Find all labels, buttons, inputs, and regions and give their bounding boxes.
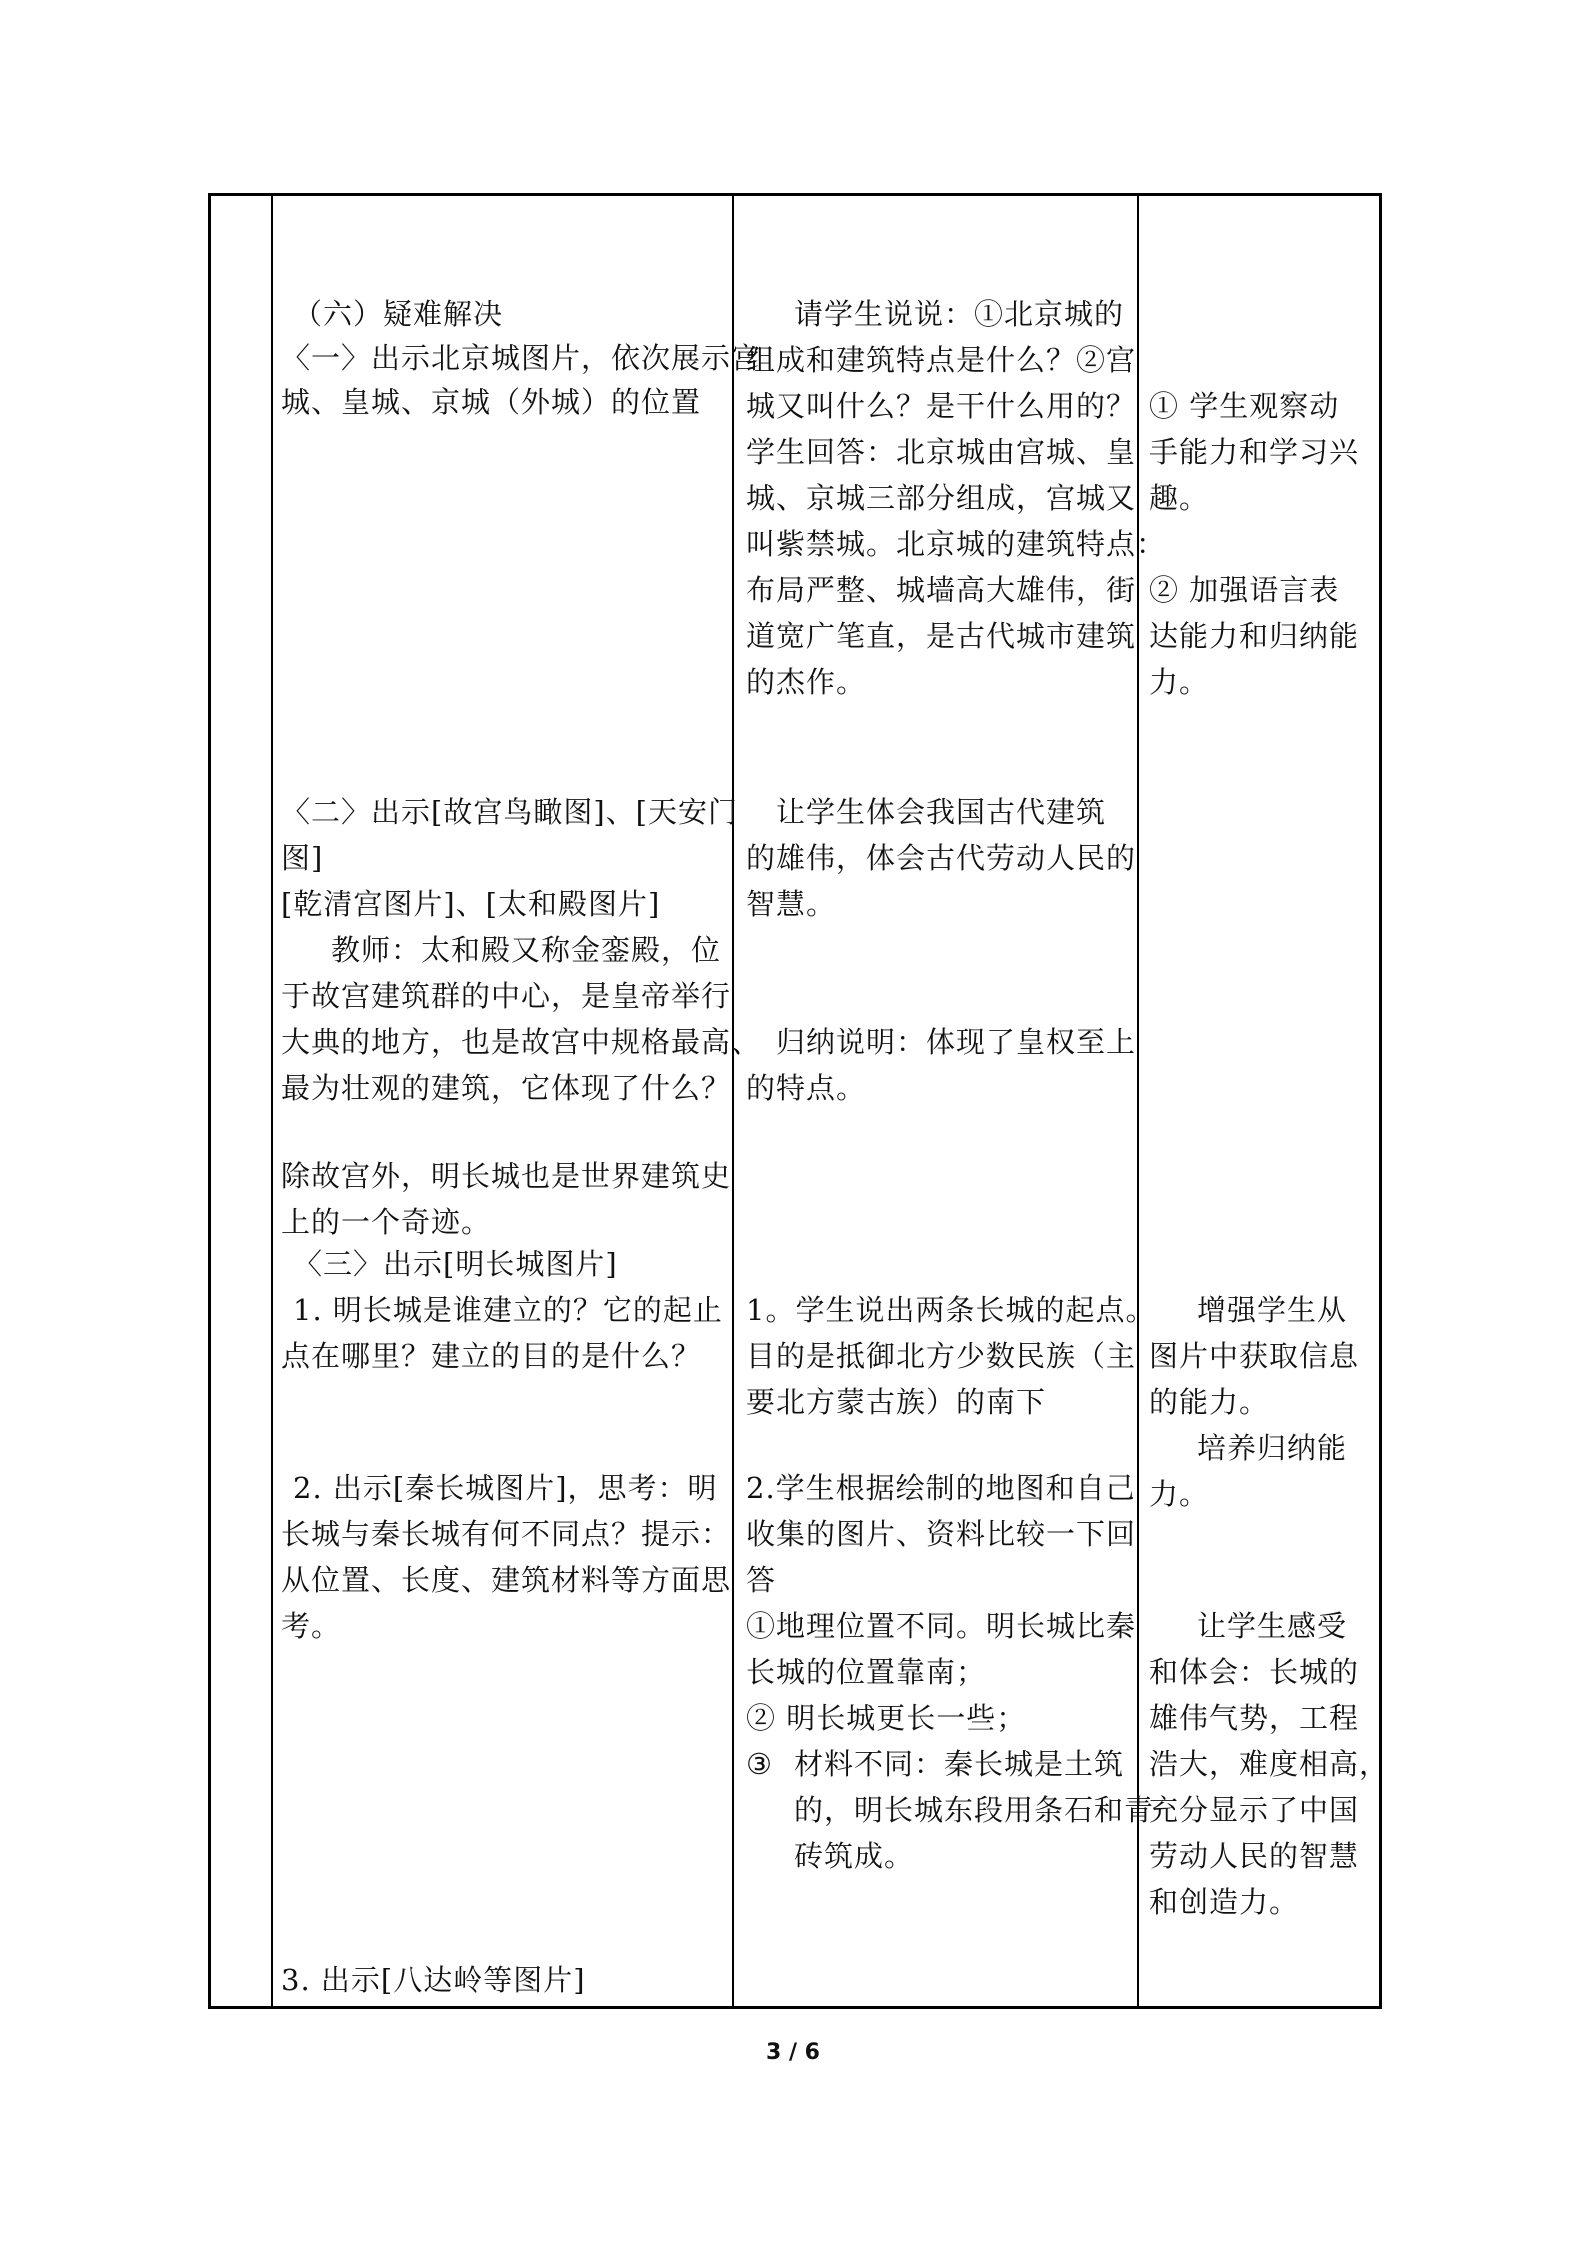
col3-line: 让学生感受 bbox=[1197, 1609, 1348, 1643]
col1-line: 大典的地方，也是故宫中规格最高、 bbox=[281, 1025, 762, 1059]
col2-marker: ③ bbox=[746, 1747, 773, 1781]
col3-line: 雄伟气势，工程 bbox=[1149, 1701, 1360, 1735]
table-col-purpose bbox=[1139, 196, 1390, 2006]
col1-line: 1. 明长城是谁建立的？它的起止 bbox=[293, 1293, 723, 1327]
table-col-student bbox=[734, 196, 1167, 2006]
col3-line: 和创造力。 bbox=[1149, 1885, 1300, 1919]
col1-line: 2. 出示[秦长城图片]，思考：明 bbox=[293, 1471, 718, 1505]
col3-line: 的能力。 bbox=[1149, 1385, 1270, 1419]
col2-line: 道宽广笔直，是古代城市建筑 bbox=[746, 619, 1137, 653]
col2-line: 学生回答：北京城由宫城、皇 bbox=[746, 435, 1137, 469]
col2-line: 材料不同：秦长城是土筑 bbox=[794, 1747, 1125, 1781]
col3-line: ② 加强语言表 bbox=[1149, 573, 1340, 607]
col3-line: 手能力和学习兴 bbox=[1149, 435, 1360, 469]
col2-line: 让学生体会我国古代建筑 bbox=[776, 795, 1107, 829]
col3-line: 图片中获取信息 bbox=[1149, 1339, 1360, 1373]
col2-line: 1。学生说出两条长城的起点。 bbox=[746, 1293, 1156, 1327]
col1-line: 长城与秦长城有何不同点？提示： bbox=[281, 1517, 732, 1551]
col1-line: 点在哪里？建立的目的是什么？ bbox=[281, 1339, 702, 1373]
col2-line: 城、京城三部分组成，宫城又 bbox=[746, 481, 1137, 515]
col2-line: ② 明长城更长一些； bbox=[746, 1701, 1027, 1735]
table-col-teacher bbox=[273, 196, 762, 2006]
col3-line: 充分显示了中国 bbox=[1149, 1793, 1360, 1827]
col1-line: 最为壮观的建筑，它体现了什么？ bbox=[281, 1071, 732, 1105]
col2-line: 要北方蒙古族）的南下 bbox=[746, 1385, 1047, 1419]
col2-line: 砖筑成。 bbox=[794, 1839, 915, 1873]
col1-line: 上的一个奇迹。 bbox=[281, 1205, 492, 1239]
col1-line: 〈三〉出示[明长城图片] bbox=[293, 1247, 618, 1281]
col1-line: 除故宫外，明长城也是世界建筑史 bbox=[281, 1159, 732, 1193]
lesson-table bbox=[208, 193, 1390, 2009]
col1-line: 3. 出示[八达岭等图片] bbox=[281, 1963, 586, 1997]
col3-line: 力。 bbox=[1149, 665, 1210, 699]
col1-line: 考。 bbox=[281, 1609, 342, 1643]
col2-line: 2.学生根据绘制的地图和自己 bbox=[746, 1471, 1136, 1505]
col2-line: 的杰作。 bbox=[746, 665, 867, 699]
col3-line: 浩大，难度相高， bbox=[1149, 1747, 1390, 1781]
col2-line: 城又叫什么？是干什么用的？ bbox=[746, 389, 1137, 423]
col2-line: 叫紫禁城。北京城的建筑特点： bbox=[746, 527, 1167, 561]
col3-line: 增强学生从 bbox=[1197, 1293, 1348, 1327]
col2-line: ①地理位置不同。明长城比秦 bbox=[746, 1609, 1137, 1643]
col1-line: 于故宫建筑群的中心，是皇帝举行 bbox=[281, 979, 732, 1013]
col1-line: 〈一〉出示北京城图片，依次展示宫 bbox=[281, 341, 762, 375]
col1-line: 城、皇城、京城（外城）的位置 bbox=[281, 385, 702, 419]
col1-line: 图] bbox=[281, 841, 324, 875]
col2-line: 答 bbox=[746, 1563, 777, 1597]
col3-line: ① 学生观察动 bbox=[1149, 389, 1340, 423]
col2-line: 智慧。 bbox=[746, 887, 837, 921]
col1-line: [乾清宫图片]、[太和殿图片] bbox=[281, 887, 661, 921]
col2-line: 长城的位置靠南； bbox=[746, 1655, 987, 1689]
col1-line: 从位置、长度、建筑材料等方面思 bbox=[281, 1563, 732, 1597]
col2-line: 组成和建筑特点是什么？②宫 bbox=[746, 343, 1137, 377]
page-number: 3 / 6 bbox=[766, 2040, 820, 2065]
col1-line: 教师：太和殿又称金銮殿，位 bbox=[331, 933, 722, 967]
col3-line: 劳动人民的智慧 bbox=[1149, 1839, 1360, 1873]
col1-line: （六）疑难解决 bbox=[293, 297, 504, 331]
col2-line: 的特点。 bbox=[746, 1071, 867, 1105]
col2-line: 收集的图片、资料比较一下回 bbox=[746, 1517, 1137, 1551]
col1-line: 〈二〉出示[故宫鸟瞰图]、[天安门 bbox=[281, 795, 738, 829]
col2-line: 的，明长城东段用条石和青 bbox=[794, 1793, 1155, 1827]
col3-line: 和体会：长城的 bbox=[1149, 1655, 1360, 1689]
col3-line: 达能力和归纳能 bbox=[1149, 619, 1360, 653]
col2-line: 的雄伟，体会古代劳动人民的 bbox=[746, 841, 1137, 875]
col2-line: 布局严整、城墙高大雄伟，街 bbox=[746, 573, 1137, 607]
col2-line: 目的是抵御北方少数民族（主 bbox=[746, 1339, 1137, 1373]
col3-line: 培养归纳能 bbox=[1197, 1431, 1348, 1465]
table-col-empty bbox=[211, 196, 271, 2006]
col2-line: 请学生说说：①北京城的 bbox=[794, 297, 1125, 331]
col3-line: 趣。 bbox=[1149, 481, 1210, 515]
col2-line: 归纳说明：体现了皇权至上 bbox=[776, 1025, 1137, 1059]
col3-line: 力。 bbox=[1149, 1477, 1210, 1511]
